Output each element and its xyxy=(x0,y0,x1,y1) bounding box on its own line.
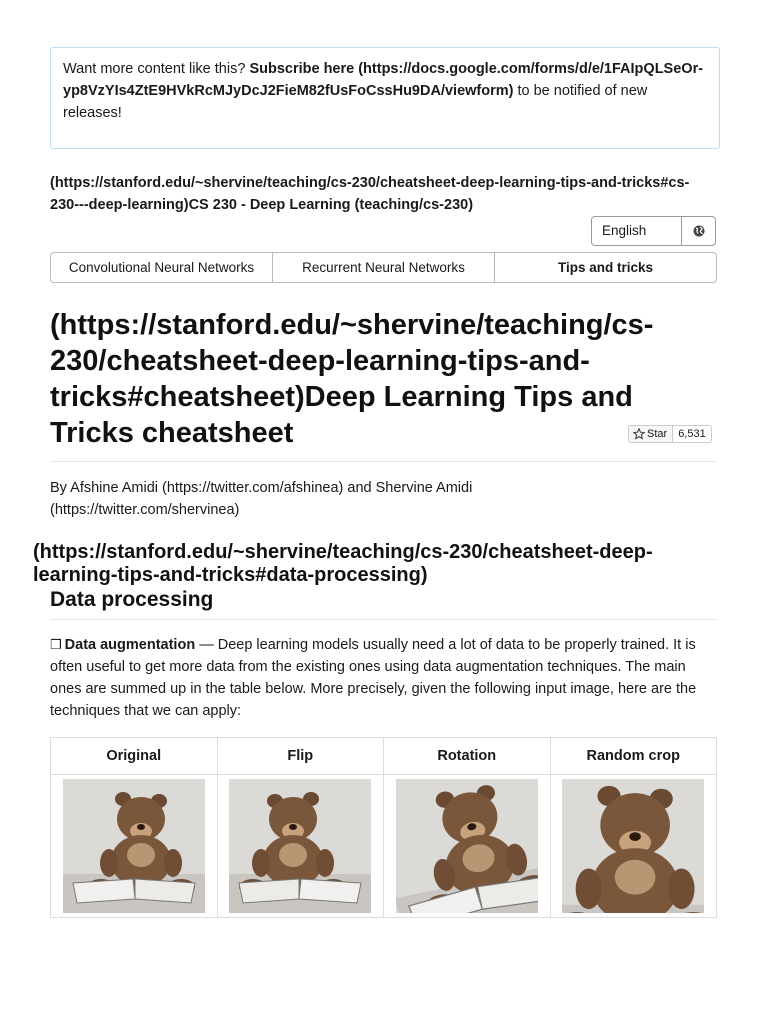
checkbox-bullet-icon: ❒ xyxy=(50,637,62,652)
section-divider xyxy=(50,619,717,620)
star-button[interactable] xyxy=(628,425,673,443)
cheatsheet-tabs xyxy=(50,252,717,283)
subscribe-link[interactable]: Subscribe here (https://docs.google.com/forms/d/e/1FAIpQLSeOr-yp8VzYIs4ZtE9HVkRcMJyDcJ2FieM82fUsFoCssHu9DA/viewform) xyxy=(63,61,704,99)
data-augmentation-paragraph xyxy=(50,634,710,722)
cell-random-crop xyxy=(550,775,717,918)
header-random-crop: Random crop xyxy=(550,738,717,775)
teddy-bear-flipped-image xyxy=(229,779,371,913)
augmentation-table xyxy=(50,737,717,918)
header-flip: Flip xyxy=(217,738,384,775)
authors-line: By Afshine Amidi (https://twitter.com/afshinea) and Shervine Amidi (https://twitter.com/shervinea) xyxy=(50,480,473,518)
subscribe-notice xyxy=(50,47,720,149)
term-data-augmentation: Data augmentation xyxy=(64,637,196,653)
github-star-widget[interactable] xyxy=(628,425,712,443)
table-image-row xyxy=(51,775,717,918)
section-anchor-link[interactable]: (https://stanford.edu/~shervine/teaching/cs-230/cheatsheet-deep-learning-tips-and-tricks#data-processing) xyxy=(33,541,653,586)
cell-rotation xyxy=(384,775,551,918)
section-title: Data processing xyxy=(50,588,214,611)
teddy-bear-cropped-image xyxy=(562,779,704,913)
language-label[interactable]: English xyxy=(592,217,682,245)
star-icon xyxy=(633,428,645,440)
teddy-bear-rotated-image xyxy=(396,779,538,913)
title-divider xyxy=(50,461,717,462)
star-label: Star xyxy=(647,428,668,440)
language-selector[interactable] xyxy=(591,216,716,246)
cell-original xyxy=(51,775,218,918)
paragraph-text: — Deep learning models usually need a lot of data to be properly trained. It is often useful to get more data from the existing ones using data augmentation techniques. The main ones are summed up in the table below. More precisely, given the following input image, here are the techniques that we can apply: xyxy=(50,637,697,719)
header-rotation: Rotation xyxy=(384,738,551,775)
header-original: Original xyxy=(51,738,218,775)
cell-flip xyxy=(217,775,384,918)
tab-cnn[interactable]: Convolutional Neural Networks xyxy=(51,253,273,282)
tab-rnn[interactable]: Recurrent Neural Networks xyxy=(273,253,495,282)
course-breadcrumb-link[interactable]: (https://stanford.edu/~shervine/teaching/cs-230/cheatsheet-deep-learning-tips-and-tricks#cs-230---deep-learning)CS 230 - Deep Learning (teaching/cs-230) xyxy=(50,175,690,213)
star-count[interactable]: 6,531 xyxy=(673,425,712,443)
globe-icon[interactable] xyxy=(682,217,715,245)
page-title: (https://stanford.edu/~shervine/teaching/cs-230/cheatsheet-deep-learning-tips-and-tricks#cheatsheet)Deep Learning Tips and Tricks cheatsheet xyxy=(50,309,654,449)
tab-tips-and-tricks[interactable]: Tips and tricks xyxy=(557,260,654,275)
notice-suffix: to be notified of new releases! xyxy=(63,83,648,121)
table-header-row xyxy=(51,738,717,775)
teddy-bear-original-image xyxy=(63,779,205,913)
notice-prefix: Want more content like this? xyxy=(63,61,250,77)
